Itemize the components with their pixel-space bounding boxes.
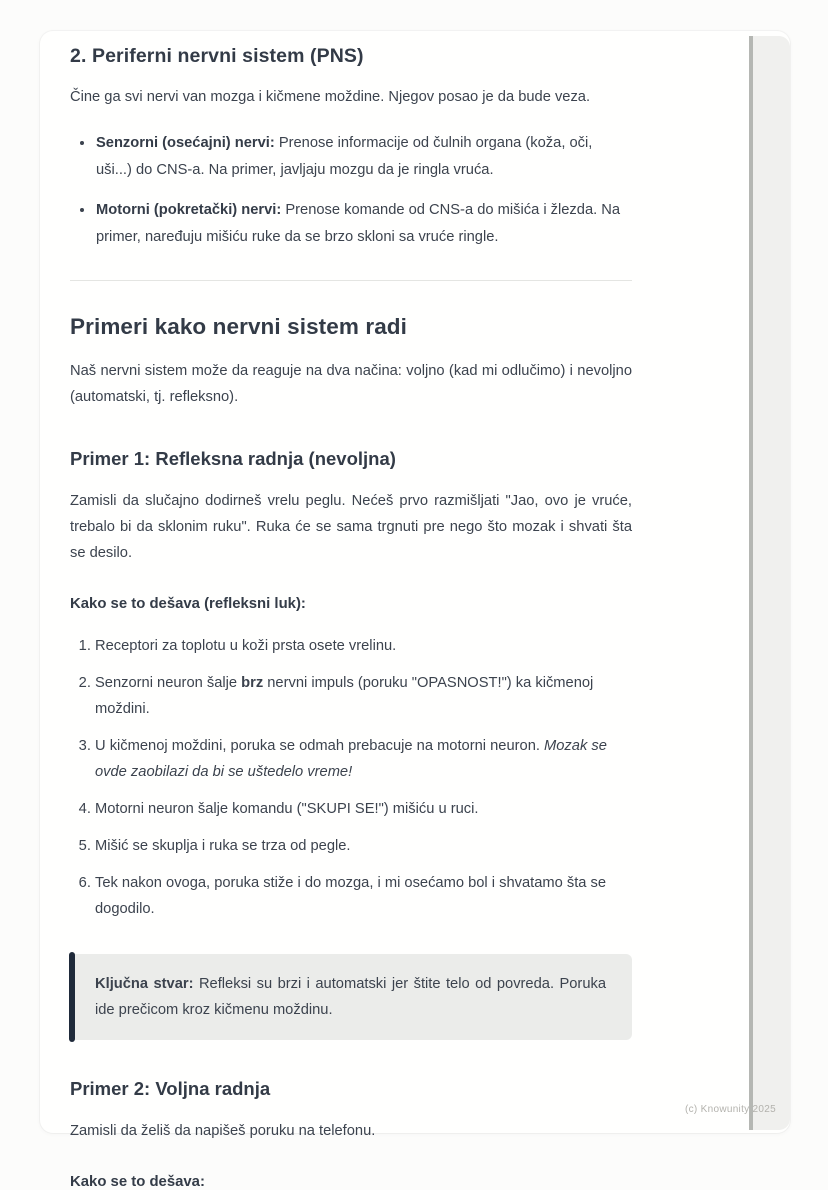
section-heading-primeri: Primeri kako nervni sistem radi — [70, 314, 408, 339]
list-item — [95, 870, 632, 922]
step-text: U kičmenoj moždini, poruka se odmah prebacuje na motorni neuron. — [95, 738, 545, 754]
pns-intro-paragraph: Čine ga svi nervi van mozga i kičmene moždine. Njegov posao je da bude veza. — [70, 89, 591, 105]
section-heading-pns: 2. Periferni nervni sistem (PNS) — [70, 45, 364, 67]
primeri-intro-paragraph: Naš nervni sistem može da reaguje na dva načina: voljno (kad mi odlučimo) i nevoljno (automatski, tj. refleksno). — [70, 363, 632, 405]
bullet-text: Prenose informacije od čulnih organa (koža, oči, uši...) do CNS-a. Na primer, javljaju mozgu da je ringla vruća. — [96, 135, 593, 178]
copyright-watermark: (c) Knowunity 2025 — [684, 1104, 776, 1115]
section-divider — [70, 280, 632, 281]
step-bold: brz — [241, 675, 264, 691]
list-item — [95, 796, 632, 822]
list-item — [95, 130, 632, 184]
step-text: Receptori za toplotu u koži prsta osete vrelinu. — [95, 638, 397, 654]
list-item — [95, 733, 632, 785]
step-text: Mišić se skuplja i ruka se trza od pegle. — [95, 838, 351, 854]
primer1-steps-label: Kako se to dešava (refleksni luk): — [70, 596, 306, 612]
callout-bold-lead: Ključna stvar: — [95, 976, 194, 992]
bullet-bold-lead: Motorni (pokretački) nervi: — [96, 202, 282, 218]
list-item — [95, 633, 632, 659]
primer1-intro-paragraph: Zamisli da slučajno dodirneš vrelu peglu. Nećeš prvo razmišljati "Jao, ovo je vruće, trebalo bi da sklonim ruku". Ruka će se sama trgnuti pre nego što mozak i shvati šta se desilo. — [70, 493, 632, 561]
key-point-callout — [70, 954, 632, 1040]
primer2-steps-label: Kako se to dešava: — [70, 1174, 205, 1190]
document-content — [70, 45, 632, 1190]
step-text: Senzorni neuron šalje — [95, 675, 242, 691]
bullet-bold-lead: Senzorni (osećajni) nervi: — [96, 135, 275, 151]
callout-text: Refleksi su brzi i automatski jer štite telo od povreda. Poruka ide prečicom kroz kičmenu moždinu. — [95, 976, 606, 1018]
scrollbar[interactable] — [749, 36, 790, 1130]
callout-accent-bar — [69, 952, 75, 1042]
step-italic: Mozak se ovde zaobilazi da bi se uštedelo vreme! — [95, 738, 607, 780]
bullet-text: Prenose komande od CNS-a do mišića i žlezda. Na primer, naređuju mišiću ruke da se brzo skloni sa vruće ringle. — [96, 202, 621, 245]
document-page — [40, 31, 790, 1190]
step-text: Tek nakon ovoga, poruka stiže i do mozga, i mi osećamo bol i shvatamo šta se dogodilo. — [95, 875, 607, 917]
reflex-steps-list — [70, 633, 632, 922]
pns-bullet-list — [70, 130, 632, 251]
primer2-intro-paragraph: Zamisli da želiš da napišeš poruku na telefonu. — [70, 1123, 376, 1139]
list-item — [95, 833, 632, 859]
step-text: nervni impuls (poruku "OPASNOST!") ka kičmenoj moždini. — [95, 675, 594, 717]
list-item — [95, 670, 632, 722]
list-item — [95, 197, 632, 251]
subsection-heading-primer2: Primer 2: Voljna radnja — [70, 1078, 271, 1099]
step-text: Motorni neuron šalje komandu ("SKUPI SE!") mišiću u ruci. — [95, 801, 479, 817]
subsection-heading-primer1: Primer 1: Refleksna radnja (nevoljna) — [70, 448, 396, 469]
